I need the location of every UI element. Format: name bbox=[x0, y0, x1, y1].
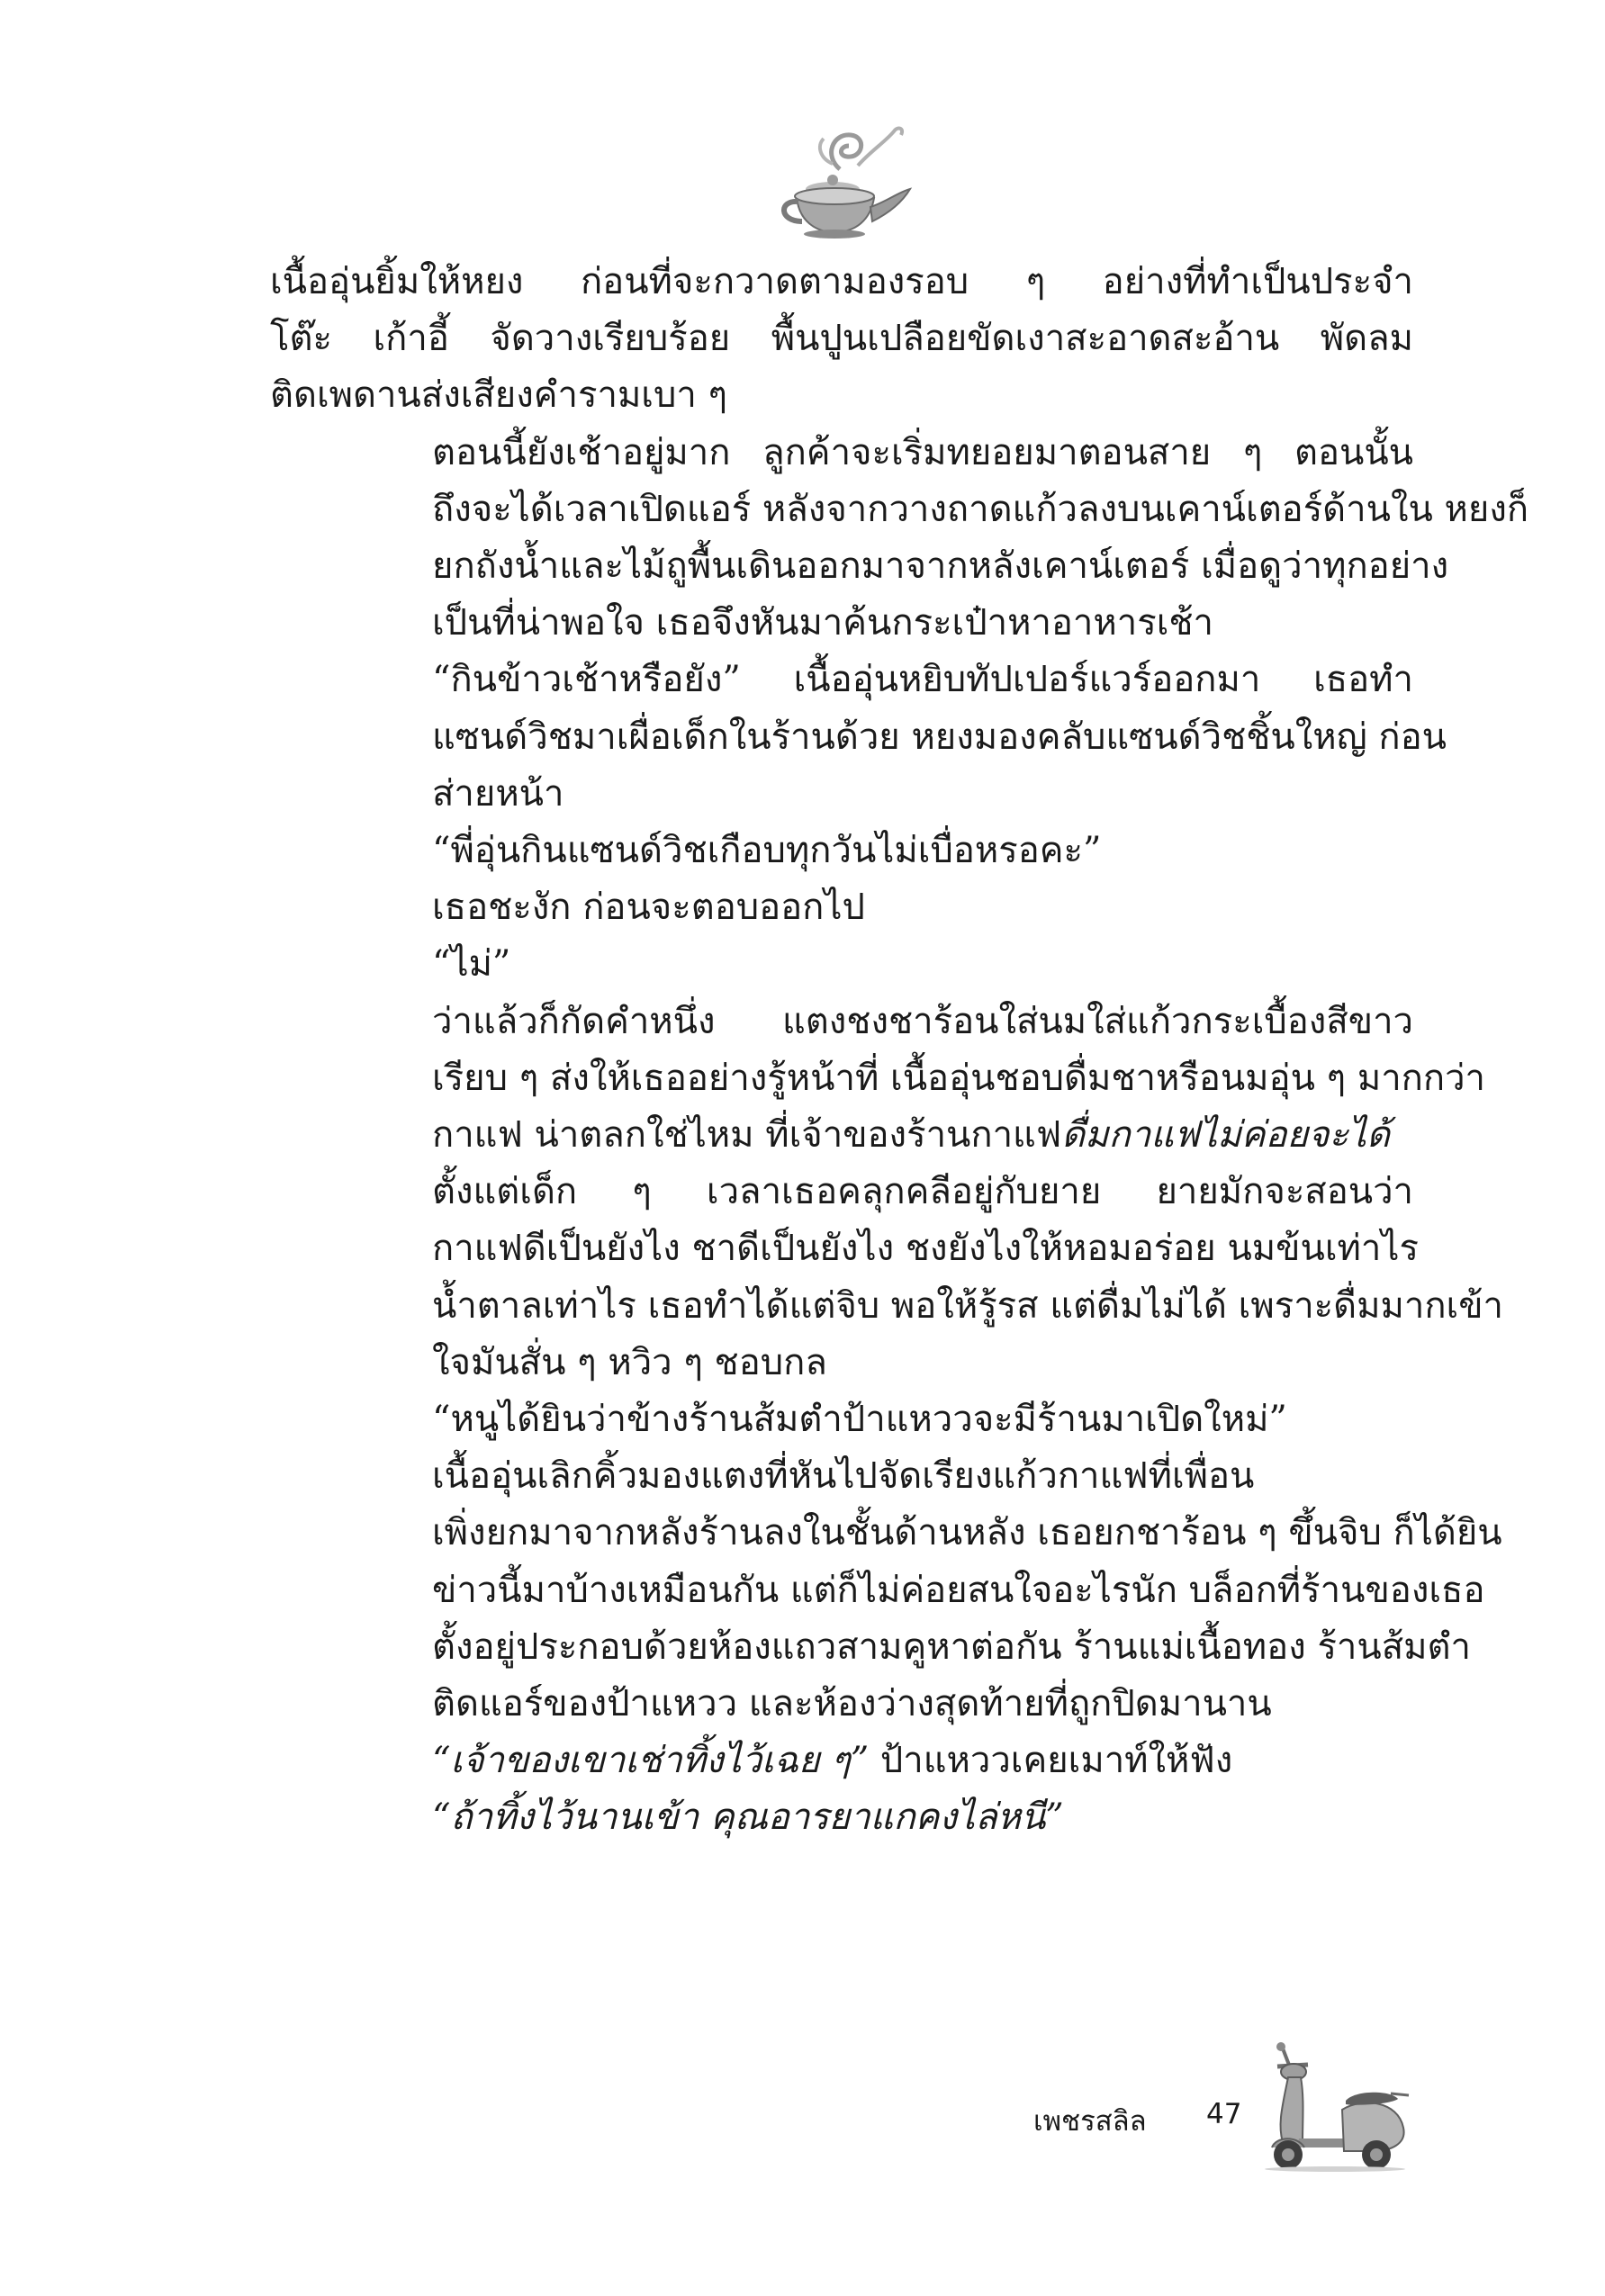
text-segment: เนื้ออุ่นยิ้มให้หยง ก่อนที่จะกวาดตามองรอบ ๆ อย่างที่ทำเป็นประจำ bbox=[270, 261, 1413, 302]
text-segment: โต๊ะ เก้าอี้ จัดวางเรียบร้อย พื้นปูนเปลือยขัดเงาสะอาดสะอ้าน พัดลม bbox=[270, 318, 1413, 360]
text-line bbox=[270, 936, 1413, 993]
paragraph bbox=[270, 1733, 1413, 1789]
text-line bbox=[270, 823, 1413, 879]
book-title: เพชรสลิล bbox=[1033, 2105, 1147, 2138]
text-line bbox=[270, 595, 1413, 652]
italic-text: “ถ้าทิ้งไว้นานเข้า คุณอารยาแกคงไล่หนี” bbox=[432, 1796, 1064, 1839]
text-segment: เพิ่งยกมาจากหลังร้านลงในชั้นด้านหลัง เธอยกชาร้อน ๆ ขึ้นจิบ ก็ได้ยิน bbox=[432, 1512, 1502, 1554]
text-segment: กาแฟ น่าตลกใช่ไหม ที่เจ้าของร้านกาแฟ bbox=[432, 1114, 1062, 1157]
text-segment: เธอชะงัก ก่อนจะตอบออกไป bbox=[432, 887, 865, 929]
paragraph bbox=[270, 1448, 1502, 1733]
text-segment: กาแฟดีเป็นยังไง ชาดีเป็นยังไง ชงยังไงให้หอมอร่อย นมข้นเท่าไร bbox=[432, 1228, 1419, 1270]
text-segment: ใจมันสั่น ๆ หวิว ๆ ชอบกล bbox=[432, 1341, 827, 1383]
text-line bbox=[270, 994, 1413, 1050]
text-segment: ติดแอร์ของป้าแหวว และห้องว่างสุดท้ายที่ถูกปิดมานาน bbox=[432, 1683, 1272, 1725]
text-line bbox=[270, 1220, 1419, 1277]
text-segment: ตั้งอยู่ประกอบด้วยห้องแถวสามคูหาต่อกัน ร้านแม่เนื้อทอง ร้านส้มตำ bbox=[432, 1625, 1471, 1668]
text-line bbox=[270, 1164, 1413, 1220]
text-line bbox=[270, 709, 1447, 766]
text-line bbox=[270, 1733, 1413, 1789]
text-segment: เนื้ออุ่นเลิกคิ้วมองแตงที่หันไปจัดเรียงแก้วกาแฟที่เพื่อน bbox=[432, 1455, 1255, 1498]
scooter-icon bbox=[1256, 2041, 1413, 2172]
text-line bbox=[270, 1335, 1413, 1391]
text-line bbox=[270, 254, 1413, 311]
text-segment: ตอนนี้ยังเช้าอยู่มาก ลูกค้าจะเริ่มทยอยมาตอนสาย ๆ ตอนนั้น bbox=[432, 431, 1413, 473]
teapot-icon bbox=[770, 106, 923, 241]
page-number: 47 bbox=[1206, 2098, 1242, 2130]
text-segment: เรียบ ๆ ส่งให้เธออย่างรู้หน้าที่ เนื้ออุ่นชอบดื่มชาหรือนมอุ่น ๆ มากกว่า bbox=[432, 1057, 1486, 1099]
paragraph bbox=[270, 994, 1486, 1165]
paragraph bbox=[270, 823, 1413, 879]
text-segment: “พี่อุ่นกินแซนด์วิชเกือบทุกวันไม่เบื่อหรอคะ” bbox=[432, 830, 1102, 872]
text-line bbox=[270, 1789, 1413, 1846]
text-line bbox=[270, 1619, 1471, 1676]
text-line bbox=[270, 1391, 1413, 1448]
text-segment: ติดเพดานส่งเสียงคำรามเบา ๆ bbox=[270, 374, 728, 417]
text-segment: ป้าแหววเคยเมาท์ให้ฟัง bbox=[869, 1740, 1233, 1782]
text-segment: ส่ายหน้า bbox=[432, 772, 564, 815]
text-line bbox=[270, 1505, 1502, 1562]
text-line bbox=[270, 652, 1413, 708]
text-line bbox=[270, 1562, 1485, 1619]
text-line bbox=[270, 766, 1413, 823]
paragraph bbox=[270, 652, 1447, 823]
text-line bbox=[270, 1050, 1486, 1107]
text-segment: ตั้งแต่เด็ก ๆ เวลาเธอคลุกคลีอยู่กับยาย ยายมักจะสอนว่า bbox=[432, 1171, 1413, 1213]
italic-text: “เจ้าของเขาเช่าทิ้งไว้เฉย ๆ” bbox=[432, 1740, 870, 1782]
text-line bbox=[270, 538, 1449, 595]
text-segment: เป็นที่น่าพอใจ เธอจึงหันมาค้นกระเป๋าหาอาหารเช้า bbox=[432, 602, 1213, 644]
text-segment: แซนด์วิชมาเผื่อเด็กในร้านด้วย หยงมองคลับแซนด์วิชชิ้นใหญ่ ก่อน bbox=[432, 716, 1447, 758]
paragraph bbox=[270, 1164, 1504, 1391]
text-segment: ว่าแล้วก็กัดคำหนึ่ง แตงชงชาร้อนใส่นมใส่แก้วกระเบื้องสีขาว bbox=[432, 1000, 1413, 1042]
text-line bbox=[270, 1107, 1413, 1164]
paragraph bbox=[270, 1391, 1413, 1448]
text-segment: ข่าวนี้มาบ้างเหมือนกัน แต่ก็ไม่ค่อยสนใจอะไรนัก บล็อกที่ร้านของเธอ bbox=[432, 1569, 1485, 1611]
text-line bbox=[270, 367, 1413, 424]
text-line bbox=[270, 425, 1413, 482]
paragraph bbox=[270, 879, 1413, 936]
text-line bbox=[270, 1278, 1504, 1335]
text-segment: “ไม่” bbox=[432, 943, 511, 986]
text-line bbox=[270, 482, 1529, 538]
text-line bbox=[270, 879, 1413, 936]
paragraph bbox=[270, 425, 1529, 653]
paragraph bbox=[270, 936, 1413, 993]
body-text bbox=[270, 254, 1529, 1847]
text-line bbox=[270, 311, 1413, 367]
paragraph bbox=[270, 254, 1413, 425]
text-line bbox=[270, 1676, 1413, 1733]
paragraph bbox=[270, 1789, 1413, 1846]
text-segment: “กินข้าวเช้าหรือยัง” เนื้ออุ่นหยิบทัปเปอร์แวร์ออกมา เธอทำ bbox=[432, 659, 1413, 701]
italic-text: ดื่มกาแฟไม่ค่อยจะได้ bbox=[1061, 1114, 1391, 1157]
text-segment: ถึงจะได้เวลาเปิดแอร์ หลังจากวางถาดแก้วลงบนเคาน์เตอร์ด้านใน หยงก็ bbox=[432, 488, 1529, 530]
text-segment: ยกถังน้ำและไม้ถูพื้นเดินออกมาจากหลังเคาน์เตอร์ เมื่อดูว่าทุกอย่าง bbox=[432, 545, 1449, 588]
text-segment: “หนูได้ยินว่าข้างร้านส้มตำป้าแหววจะมีร้านมาเปิดใหม่” bbox=[432, 1399, 1287, 1441]
text-line bbox=[270, 1448, 1413, 1505]
text-segment: น้ำตาลเท่าไร เธอทำได้แต่จิบ พอให้รู้รส แต่ดื่มไม่ได้ เพราะดื่มมากเข้า bbox=[432, 1284, 1504, 1327]
